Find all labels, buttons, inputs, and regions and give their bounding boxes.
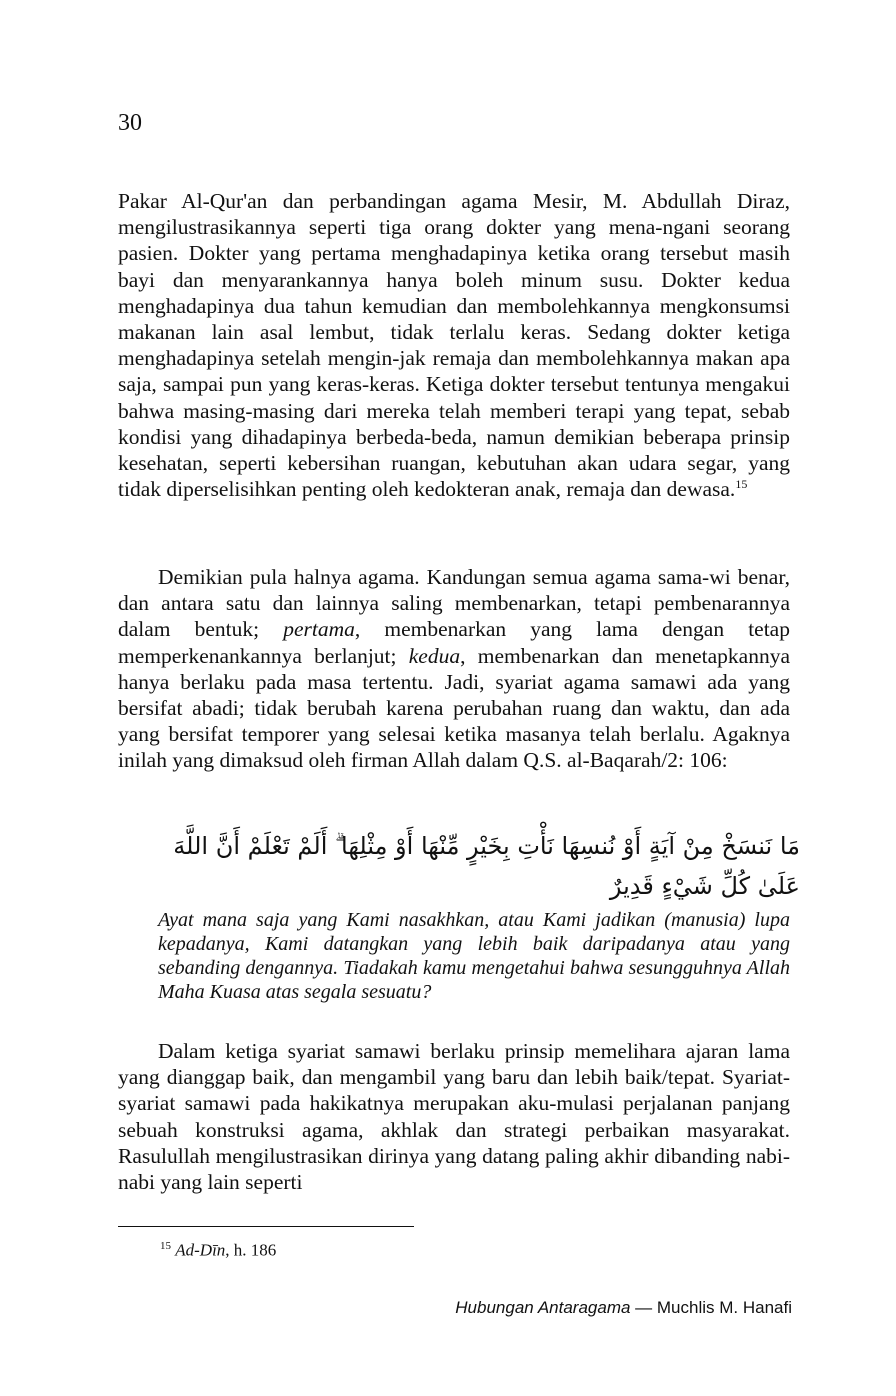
page-number: 30 <box>118 110 142 136</box>
paragraph-3 <box>118 1038 790 1195</box>
paragraph-2-text-a: Demikian pula halnya agama. Kandungan semua agama sama-wi benar, dan antara satu dan lainnya saling membenarkan, tetapi pembenarannya dalam bentuk; <box>118 565 790 642</box>
paragraph-2-text-b: , membenarkan yang lama dengan tetap memperkenankannya berlanjut; <box>118 617 790 668</box>
footnote-marker: 15 <box>160 1240 171 1252</box>
footnote-detail: , h. 186 <box>225 1240 277 1260</box>
footnote-source: Ad-Dīn <box>175 1240 226 1260</box>
emphasis-kedua: kedua <box>408 643 461 668</box>
paragraph-2 <box>118 564 790 774</box>
paragraph-3-text: Dalam ketiga syariat samawi berlaku prinsip memelihara ajaran lama yang dianggap baik, dan mengambil yang baru dan lebih baik/tepat. Syariat-syariat samawi pada hakikatnya merupakan aku-mulasi perjalanan panjang sebuah konstruksi agama, akhlak dan strategi perbaikan masyarakat. Rasulullah mengilustrasikan dirinya yang datang paling akhir dibanding nabi-nabi yang lain seperti <box>118 1039 790 1195</box>
footer-author: Muchlis M. Hanafi <box>656 1298 792 1317</box>
paragraph-2-text-c: , membenarkan dan menetapkannya hanya berlaku pada masa tertentu. Jadi, syariat agama samawi ada yang bersifat abadi; tidak berubah karena perubahan ruang dan waktu, dan ada yang bersifat temporer yang selesai ketika masanya telah berlalu. Agaknya inilah yang dimaksud oleh firman Allah dalam Q.S. al-Baqarah/2: 106: <box>118 643 790 773</box>
quran-verse-arabic: مَا نَنسَخْ مِنْ آيَةٍ أَوْ نُنسِهَا نَأْتِ بِخَيْرٍ مِّنْهَا أَوْ مِثْلِهَا ۗ أَلَمْ تَعْلَمْ أَنَّ اللَّهَ عَلَىٰ كُلِّ شَيْءٍ قَدِيرٌ <box>173 832 800 900</box>
paragraph-1 <box>118 188 790 502</box>
footnote-reference[interactable]: 15 <box>735 477 748 492</box>
verse-translation: Ayat mana saja yang Kami nasakhkan, atau Kami jadikan (manusia) lupa kepadanya, Kami datangkan yang lebih baik daripadanya atau yang sebanding dengannya. Tiadakah kamu mengetahui bahwa sesungguhnya Allah Maha Kuasa atas segala sesuatu? <box>158 909 790 1003</box>
footnote-divider <box>118 1226 414 1227</box>
footer-book-title: Hubungan Antaragama <box>455 1298 631 1317</box>
footer-separator: — <box>630 1298 657 1317</box>
running-footer <box>455 1298 792 1318</box>
paragraph-1-text: Pakar Al-Qur'an dan perbandingan agama Mesir, M. Abdullah Diraz, mengilustrasikannya seperti tiga orang dokter yang mena-ngani seorang pasien. Dokter yang pertama menghadapinya ketika orang tersebut masih bayi dan menyarankannya hanya boleh minum susu. Dokter kedua menghadapinya dua tahun kemudian dan membolehkannya mengkonsumsi makanan lain asal lembut, tidak terlalu keras. Sedang dokter ketiga menghadapinya setelah mengin-jak remaja dan membolehkannya makan apa saja, sampai pun yang keras-keras. Ketiga dokter tersebut tentunya mengakui bahwa masing-masing dari mereka telah memberi terapi yang tepat, sebab kondisi yang dihadapinya berbeda-beda, namun demikian beberapa prinsip kesehatan, seperti kebersihan ruangan, kebutuhan akan udara segar, yang tidak diperselisihkan penting oleh kedokteran anak, remaja dan dewasa. <box>118 189 790 502</box>
emphasis-pertama: pertama <box>283 617 355 642</box>
footnote <box>160 1240 276 1261</box>
